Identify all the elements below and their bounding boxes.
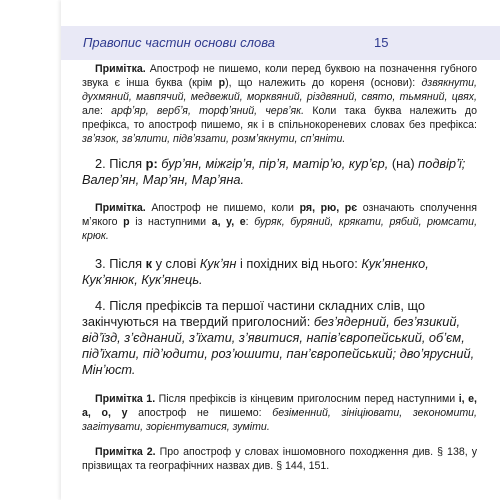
note-paragraph	[82, 446, 477, 474]
rule-examples: Кукʼяненко, Кукʼянюк, Кукʼянець.	[82, 256, 429, 288]
rule-item-2	[82, 156, 477, 188]
rule-examples: подвірʼї; Валерʼян, Марʼян, Марʼяна.	[82, 156, 466, 188]
rule-emphasis: р:	[145, 156, 158, 172]
running-title: Правопис частин основи слова	[83, 35, 275, 50]
note-paragraph	[82, 202, 477, 244]
note-text: але:	[82, 104, 112, 117]
note-examples: звʼязок, звʼялити, підвʼязати, розмʼякнути, спʼяніти.	[82, 132, 346, 145]
rule-text: 4. Після префіксів та першої частини складних слів, що закінчуються на твердий приголосний:	[82, 298, 425, 330]
note-emphasis: і, е, а, о, у	[82, 393, 477, 420]
rule-text: 2. Після	[95, 156, 146, 172]
rule-examples: бурʼян, міжгірʼя, пірʼя, матірʼю, курʼєр,	[157, 156, 389, 172]
note-text: ), що належить до кореня (основи):	[225, 76, 422, 89]
note-text: означають сполучення мʼякого	[82, 202, 477, 229]
note-label: Примітка 1.	[95, 393, 156, 406]
note-emphasis: ря, рю, рє	[299, 202, 358, 215]
rule-examples: Кукʼян	[199, 256, 237, 272]
rule-emphasis: к	[145, 256, 153, 272]
note-text: із наступними	[129, 216, 212, 229]
page-content	[82, 63, 477, 474]
book-page	[61, 0, 500, 500]
note-text: Про апостроф у словах іншомовного походження див. § 138, у прізвищах та географічних назвах див. § 144, 151.	[82, 445, 477, 472]
note-text: Після префіксів із кінцевим приголосним перед наступними	[155, 393, 459, 406]
rule-text: у слові	[152, 256, 200, 272]
note-label: Примітка.	[95, 202, 146, 215]
note-label: Примітка.	[95, 63, 146, 75]
note-examples: арфʼяр, вербʼя, торфʼяний, червʼяк.	[111, 104, 305, 117]
note-emphasis: р	[218, 76, 226, 89]
rule-item-3	[82, 256, 477, 288]
note-text: Коли така буква належить до префікса, то апостроф пишемо, як і в спільнокореневих словах без префікса:	[82, 104, 477, 131]
note-emphasis: р	[123, 216, 130, 229]
note-label: Примітка 2.	[95, 445, 156, 458]
note-examples: дзвякнути, духмяний, мавпячий, медвежий, морквяний, різдвяний, свято, тьмяний, цвях,	[82, 76, 477, 103]
rule-text: (на)	[388, 156, 419, 172]
note-emphasis: а, у, е	[211, 216, 246, 229]
rule-examples: безʼядерний, безʼязикий, відʼїзд, зʼєднаний, зʼїхати, зʼявитися, напівʼєвропейський, обʼєм, підʼїхати, підʼюдити, розʼюшити, панʼєвропейський; двоʼярусний, Мінʼюст.	[82, 314, 475, 378]
note-paragraph	[82, 63, 477, 146]
note-paragraph	[82, 393, 477, 435]
note-text: апостроф не пишемо:	[127, 407, 273, 420]
note-text: Апостроф не пишемо, коли	[145, 202, 300, 215]
page-number: 15	[374, 35, 389, 50]
rule-text: 3. Після	[95, 256, 146, 272]
rule-text: і похідних від нього:	[236, 256, 362, 272]
rule-item-4	[82, 298, 477, 378]
note-text: Апостроф не пишемо, коли перед буквою на позначення губного звука є інша буква (крім	[82, 63, 477, 89]
note-text: :	[245, 216, 255, 229]
note-examples: буряк, буряний, крякати, рябий, рюмсати, крюк.	[82, 216, 478, 243]
note-examples: безіменний, зініціювати, зекономити, загітувати, зорієнтуватися, зуміти.	[82, 407, 477, 433]
page-header	[61, 26, 500, 60]
